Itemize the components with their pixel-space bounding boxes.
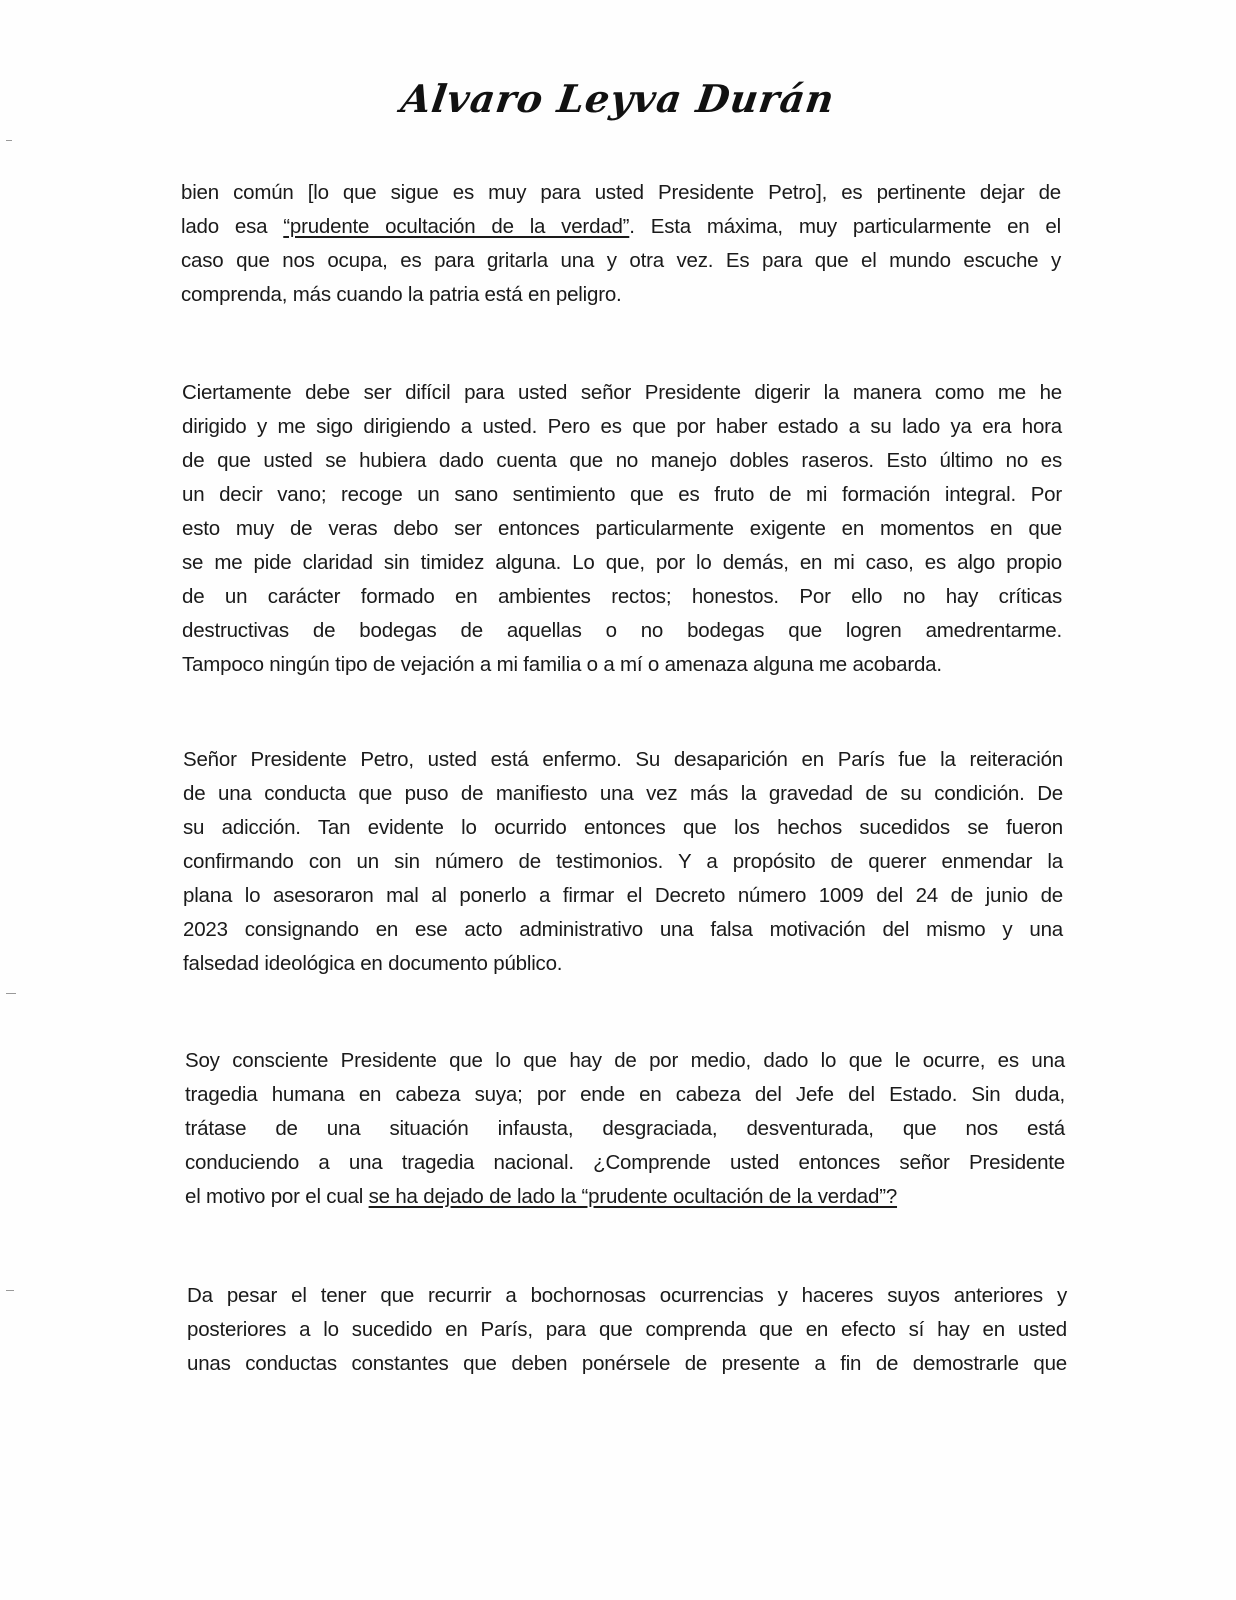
text-line: lado esa “prudente ocultación de la verdad”. Esta máxima, muy particularmente en el [181,215,1061,238]
text-line: su adicción. Tan evidente lo ocurrido entonces que los hechos sucedidos se fueron [183,816,1063,839]
text-line: 2023 consignando en ese acto administrativo una falsa motivación del mismo y una [183,918,1063,941]
scan-margin-mark [6,140,12,141]
paragraph-4 [185,1044,1065,1214]
text-line: falsedad ideológica en documento público. [183,952,563,975]
text-line: dirigido y me sigo dirigiendo a usted. Pero es que por haber estado a su lado ya era hora [182,415,1062,438]
text-line: trátase de una situación infausta, desgraciada, desventurada, que nos está [185,1117,1065,1140]
text-line: destructivas de bodegas de aquellas o no bodegas que logren amedrentarme. [182,619,1062,642]
text-line: Tampoco ningún tipo de vejación a mi familia o a mí o amenaza alguna me acobarda. [182,653,942,676]
text-line: de una conducta que puso de manifiesto una vez más la gravedad de su condición. De [183,782,1063,805]
text-line: confirmando con un sin número de testimonios. Y a propósito de querer enmendar la [183,850,1063,873]
text-line: un decir vano; recoge un sano sentimiento que es fruto de mi formación integral. Por [182,483,1062,506]
paragraph-1 [181,176,1061,312]
scan-margin-mark [6,1290,14,1291]
text-line: bien común [lo que sigue es muy para usted Presidente Petro], es pertinente dejar de [181,181,1061,204]
text-line: Da pesar el tener que recurrir a bochornosas ocurrencias y haceres suyos anteriores y [187,1284,1067,1307]
text-line: de que usted se hubiera dado cuenta que no manejo dobles raseros. Esto último no es [182,449,1062,472]
text-line: caso que nos ocupa, es para gritarla una y otra vez. Es para que el mundo escuche y [181,249,1061,272]
text-line: conduciendo a una tragedia nacional. ¿Comprende usted entonces señor Presidente [185,1151,1065,1174]
text-line: de un carácter formado en ambientes rectos; honestos. Por ello no hay críticas [182,585,1062,608]
text-line: esto muy de veras debo ser entonces particularmente exigente en momentos en que [182,517,1062,540]
paragraph-5 [187,1279,1067,1381]
text-line: se me pide claridad sin timidez alguna. Lo que, por lo demás, en mi caso, es algo propio [182,551,1062,574]
paragraph-3 [183,743,1063,981]
paragraph-2 [182,376,1062,682]
text-line: posteriores a lo sucedido en París, para que comprenda que en efecto sí hay en usted [187,1318,1067,1341]
underlined-quote: se ha dejado de lado la “prudente ocultación de la verdad”? [368,1185,898,1208]
text-line: tragedia humana en cabeza suya; por ende en cabeza del Jefe del Estado. Sin duda, [185,1083,1065,1106]
letterhead-name: Alvaro Leyva Durán [398,76,838,121]
text-line: el motivo por el cual se ha dejado de lado la “prudente ocultación de la verdad”? [185,1185,898,1208]
underlined-quote: “prudente ocultación de la verdad” [283,215,630,238]
scan-margin-mark [6,993,16,994]
text-line: Señor Presidente Petro, usted está enfermo. Su desaparición en París fue la reiteración [183,748,1063,771]
text-line: Soy consciente Presidente que lo que hay de por medio, dado lo que le ocurre, es una [185,1049,1065,1072]
text-line: comprenda, más cuando la patria está en peligro. [181,283,622,306]
text-line: unas conductas constantes que deben ponérsele de presente a fin de demostrarle que [187,1352,1067,1375]
text-line: plana lo asesoraron mal al ponerlo a firmar el Decreto número 1009 del 24 de junio de [183,884,1063,907]
text-line: Ciertamente debe ser difícil para usted señor Presidente digerir la manera como me he [182,381,1062,404]
